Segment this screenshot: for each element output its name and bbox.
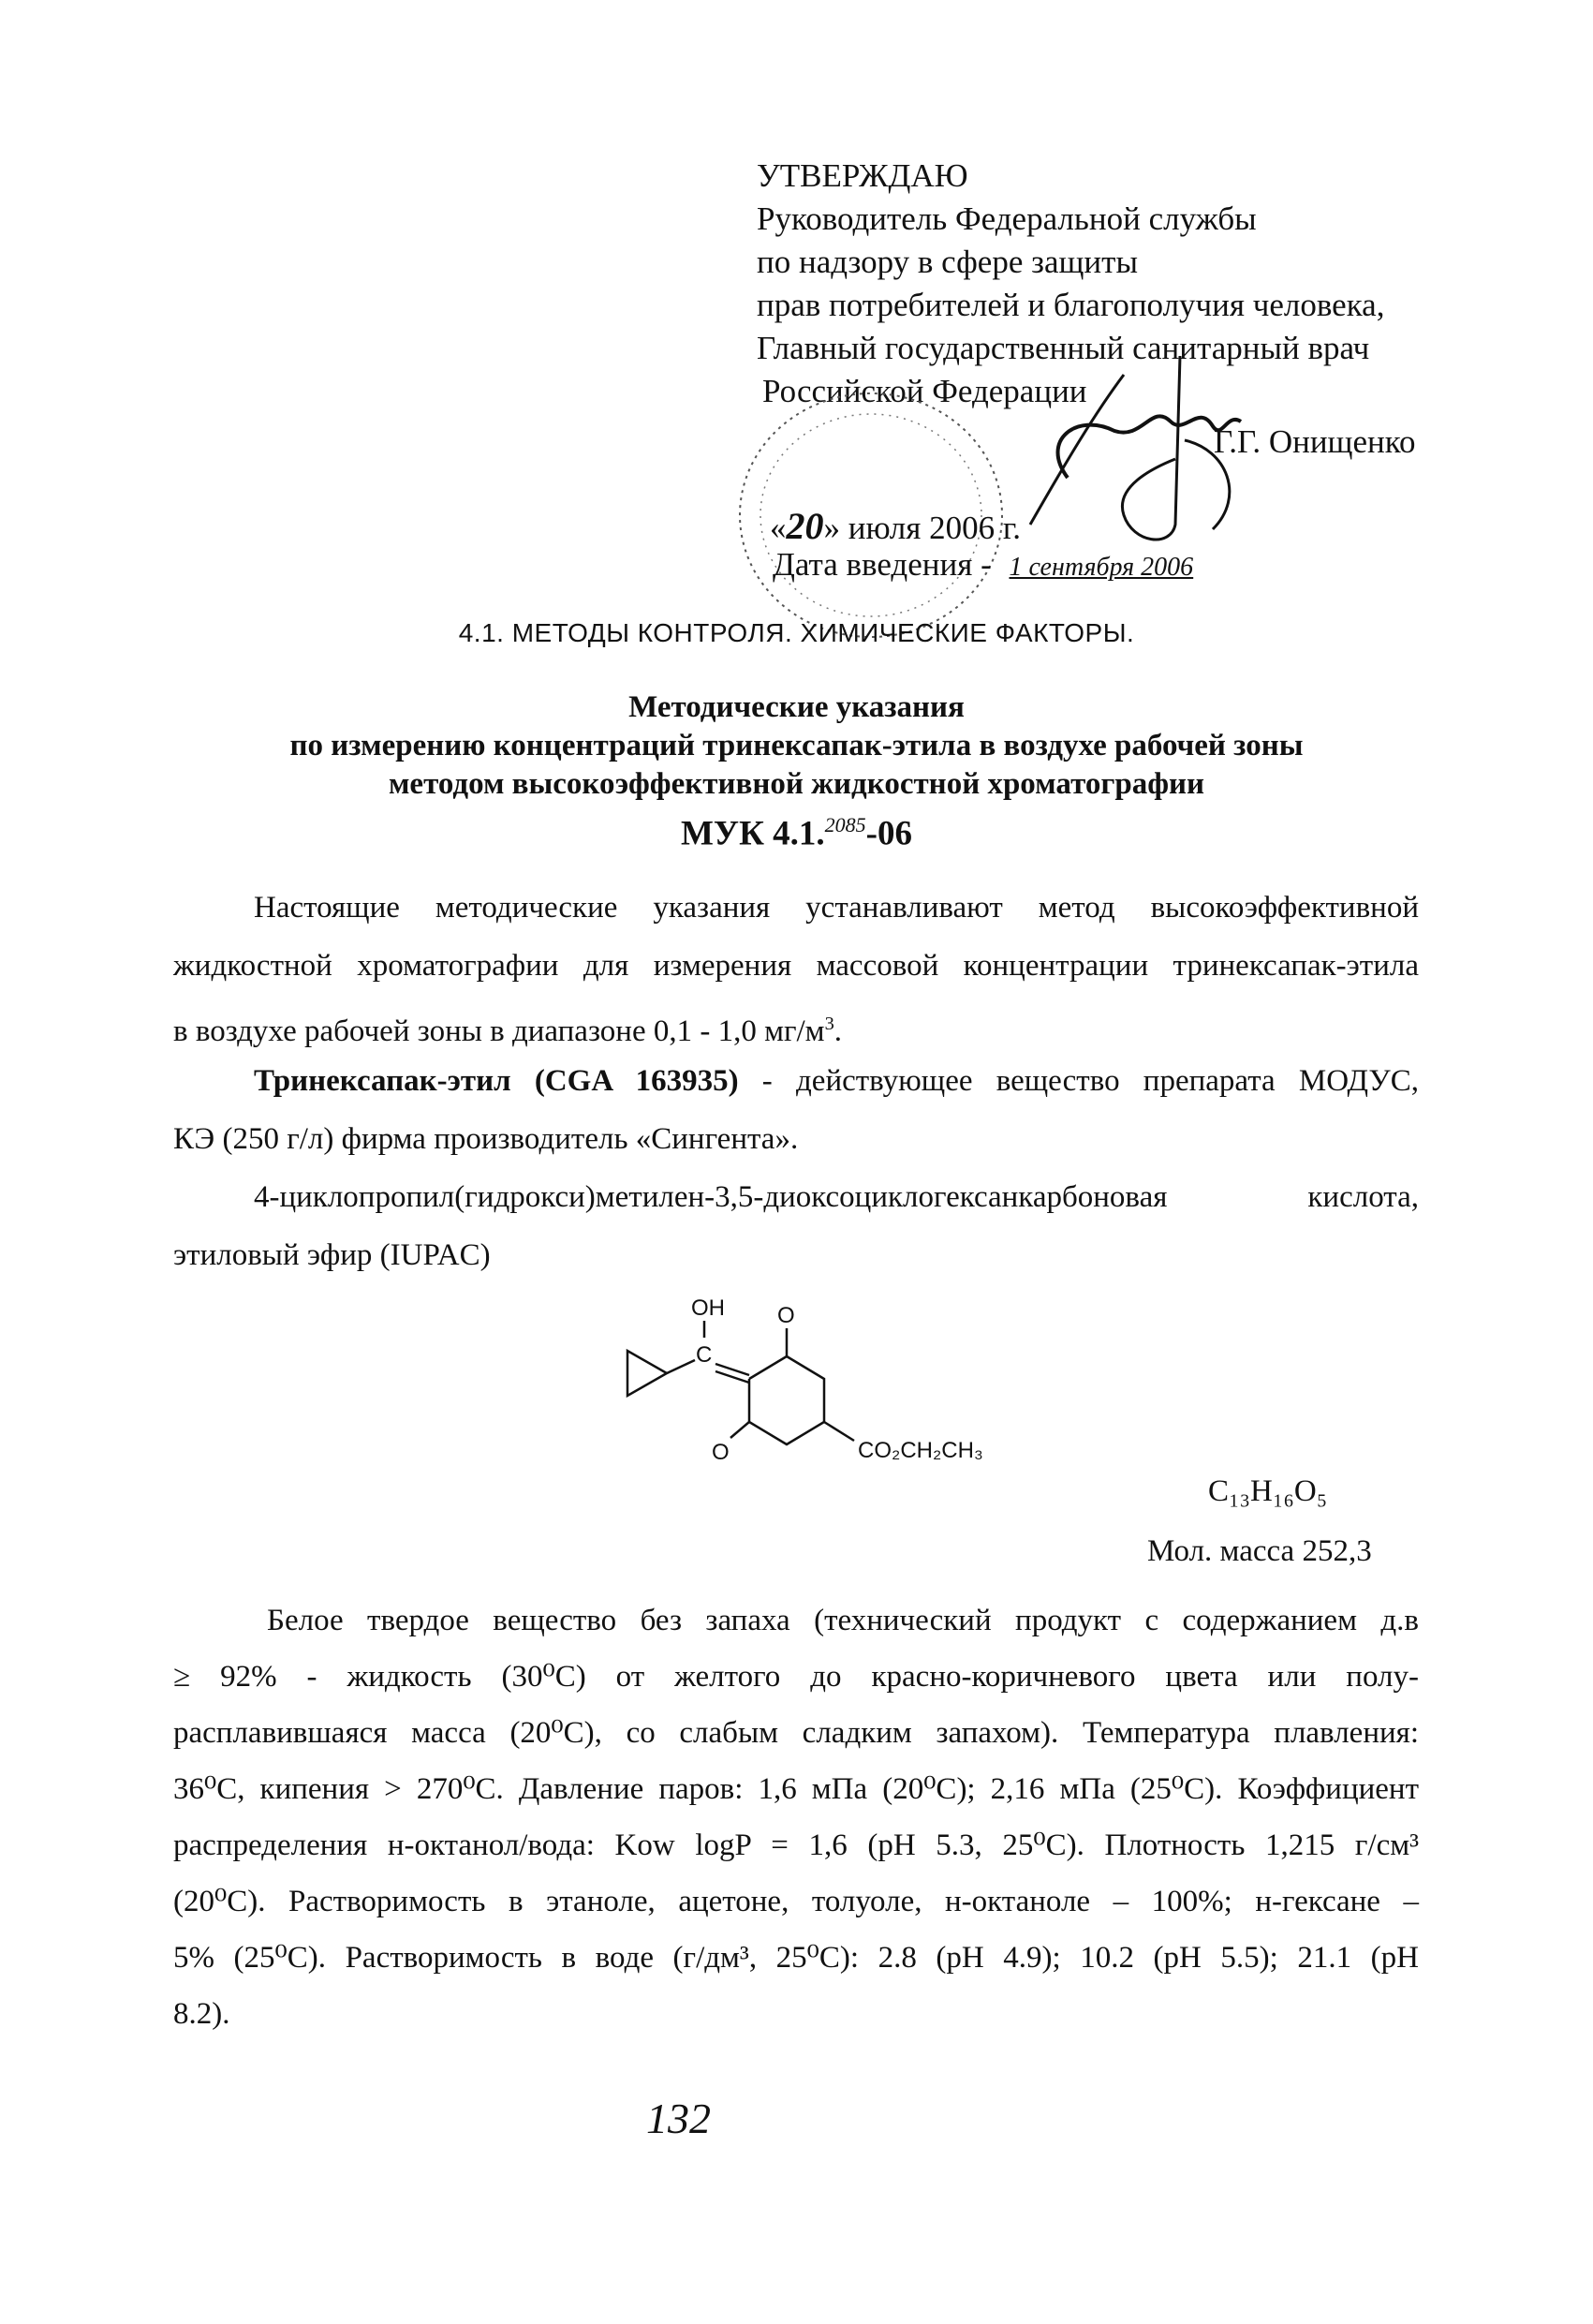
code-suffix: -06 xyxy=(865,814,912,853)
p3-line-2: этиловый эфир (IUPAC) xyxy=(173,1238,491,1272)
prop-line-2: ≥ 92% - жидкость (30⁰С) от желтого до красно-коричневого цвета или полу- xyxy=(173,1660,1419,1694)
date-month-year: июля 2006 г. xyxy=(848,510,1021,546)
title-line-3: методом высокоэффективной жидкостной хроматографии xyxy=(388,767,1205,801)
prop-line-5: распределения н-октанол/вода: Kow logP = 1,6 (pH 5.3, 25⁰С). Плотность 1,215 г/см³ xyxy=(173,1828,1419,1862)
approval-date xyxy=(770,504,1021,548)
structure-c: C xyxy=(696,1342,713,1368)
prop-line-3: расплавившаяся масса (20⁰С), со слабым сладким запахом). Температура плавления: xyxy=(173,1716,1419,1750)
paragraph-scope xyxy=(173,879,1419,1060)
p1-line-2: жидкостной хроматографии для измерения массовой концентрации тринексапак-этила xyxy=(173,949,1419,983)
p1-line-3 xyxy=(173,995,1419,1060)
approval-line-4: Главный государственный санитарный врач xyxy=(757,330,1370,366)
paragraph-substance xyxy=(173,1052,1419,1168)
p1-line-1: Настоящие методические указания устанавливают метод высокоэффективной xyxy=(254,891,1419,925)
paragraph-iupac xyxy=(173,1168,1419,1284)
structural-formula xyxy=(609,1283,1021,1471)
prop-line-7: 5% (25⁰С). Растворимость в воде (г/дм³, 25⁰С): 2.8 (pH 4.9); 10.2 (pH 5.5); 21.1 (pH xyxy=(173,1941,1419,1975)
code-prefix: МУК 4.1. xyxy=(681,814,825,853)
p2-line-2: КЭ (250 г/л) фирма производитель «Сингента». xyxy=(173,1122,799,1156)
p2-line-1-rest: - действующее вещество препарата МОДУС, xyxy=(738,1064,1419,1098)
title-line-2: по измерению концентраций тринексапак-этила в воздухе рабочей зоны xyxy=(289,729,1304,762)
signer-name: Г.Г. Онищенко xyxy=(1214,423,1416,460)
paragraph-properties xyxy=(173,1592,1419,2042)
document-title xyxy=(0,688,1593,804)
p1-line-3-text: в воздухе рабочей зоны в диапазоне 0,1 - 1,0 мг/м xyxy=(173,1014,825,1048)
date-open-quote: « xyxy=(770,510,787,546)
introduction-date xyxy=(773,546,1193,584)
structure-o-top: O xyxy=(777,1303,795,1328)
p3-line-1: 4-циклопропил(гидрокси)метилен-3,5-диоксоциклогексанкарбоновая кислота, xyxy=(254,1180,1419,1214)
substance-name: Тринексапак-этил (CGA 163935) xyxy=(254,1064,739,1098)
p1-superscript: 3 xyxy=(824,1014,834,1034)
approval-line-5: Российской Федерации xyxy=(762,373,1087,409)
prop-line-4: 36⁰С, кипения > 270⁰С. Давление паров: 1,6 мПа (20⁰С); 2,16 мПа (25⁰С). Коэффициент xyxy=(173,1772,1419,1806)
approval-line-2: по надзору в сфере защиты xyxy=(757,244,1138,280)
approval-line-1: Руководитель Федеральной службы xyxy=(757,200,1257,237)
code-number-handwritten: 2085 xyxy=(824,813,866,836)
approval-line-3: прав потребителей и благополучия человека, xyxy=(757,287,1385,323)
p2-line-1 xyxy=(173,1052,1419,1110)
date-close-quote: » xyxy=(823,510,848,546)
prop-line-1: Белое твердое вещество без запаха (технический продукт с содержанием д.в xyxy=(267,1604,1419,1637)
introduction-label: Дата введения - xyxy=(773,546,992,583)
p1-line-3-end: . xyxy=(833,1014,843,1048)
date-day-handwritten: 20 xyxy=(786,505,824,547)
prop-line-8: 8.2). xyxy=(173,1997,230,2031)
introduction-date-handwritten: 1 сентября 2006 xyxy=(1009,553,1194,582)
structure-oh: OH xyxy=(691,1295,725,1321)
molecular-formula: C₁₃H₁₆O₅ xyxy=(1208,1474,1328,1508)
approval-heading: УТВЕРЖДАЮ xyxy=(757,157,968,194)
prop-line-6: (20⁰С). Растворимость в этаноле, ацетоне, толуоле, н-октаноле – 100%; н-гексане – xyxy=(173,1885,1419,1918)
page-number-handwritten: 132 xyxy=(646,2095,711,2142)
molecular-mass: Мол. масса 252,3 xyxy=(1147,1534,1372,1568)
structure-o-bottom: O xyxy=(712,1440,730,1465)
title-line-1: Методические указания xyxy=(628,690,965,724)
structure-ester: CO₂CH₂CH₃ xyxy=(858,1438,983,1463)
section-header: 4.1. МЕТОДЫ КОНТРОЛЯ. ХИМИЧЕСКИЕ ФАКТОРЫ. xyxy=(458,618,1135,647)
document-code xyxy=(0,813,1593,853)
